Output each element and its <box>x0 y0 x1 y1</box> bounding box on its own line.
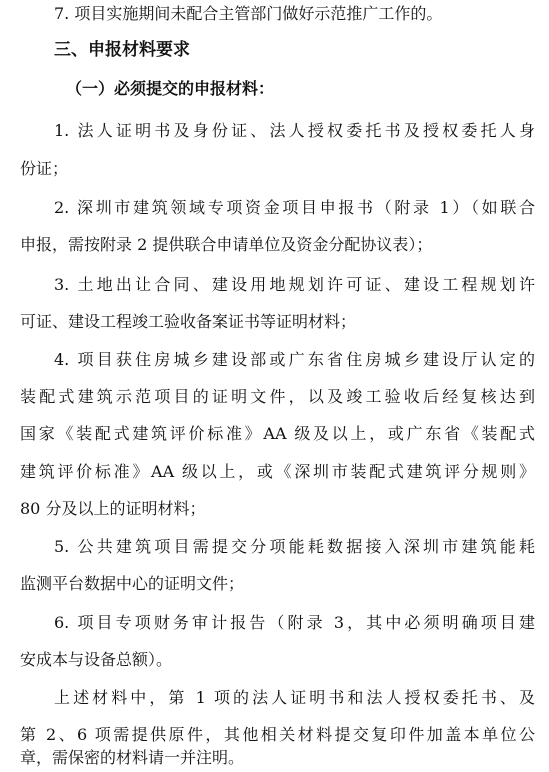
item-4-line-2: 装配式建筑示范项目的证明文件，以及竣工验收后经复核达到 <box>20 387 535 406</box>
item-4-line-3: 国家《装配式建筑评价标准》AA 级及以上，或广东省《装配式 <box>20 424 535 443</box>
section-title: 三、申报材料要求 <box>54 40 190 60</box>
note-line-2: 第 2、6 项需提供原件，其他相关材料提交复印件加盖本单位公 <box>20 725 535 744</box>
item-1-line-2: 份证； <box>20 159 69 178</box>
item-6-line-1: 6. 项目专项财务审计报告（附录 3，其中必须明确项目建 <box>54 613 535 632</box>
subsection-title: （一）必须提交的申报材料： <box>66 79 275 98</box>
item-2-line-1: 2. 深圳市建筑领域专项资金项目申报书（附录 1）（如联合 <box>54 198 535 217</box>
item-6-line-2: 安成本与设备总额）。 <box>20 650 173 669</box>
item-5-line-1: 5. 公共建筑项目需提交分项能耗数据接入深圳市建筑能耗 <box>54 537 535 556</box>
item-1-line-1: 1. 法人证明书及身份证、法人授权委托书及授权委托人身 <box>54 121 535 140</box>
item-4-line-5: 80 分及以上的证明材料； <box>20 499 206 518</box>
item-3-line-2: 可证、建设工程竣工验收备案证书等证明材料； <box>20 312 357 331</box>
note-line-3: 章，需保密的材料请一并注明。 <box>20 748 245 767</box>
item-2-line-2: 申报，需按附录 2 提供联合申请单位及资金分配协议表）； <box>20 235 433 254</box>
note-line-1: 上述材料中，第 1 项的法人证明书和法人授权委托书、及 <box>54 688 535 707</box>
item-3-line-1: 3. 土地出让合同、建设用地规划许可证、建设工程规划许 <box>54 275 535 294</box>
item-7-line: 7. 项目实施期间未配合主管部门做好示范推广工作的。 <box>54 4 443 23</box>
item-4-line-4: 建筑评价标准》AA 级以上，或《深圳市装配式建筑评分规则》 <box>20 462 535 481</box>
item-4-line-1: 4. 项目获住房城乡建设部或广东省住房城乡建设厅认定的 <box>54 350 535 369</box>
item-5-line-2: 监测平台数据中心的证明文件； <box>20 574 245 593</box>
